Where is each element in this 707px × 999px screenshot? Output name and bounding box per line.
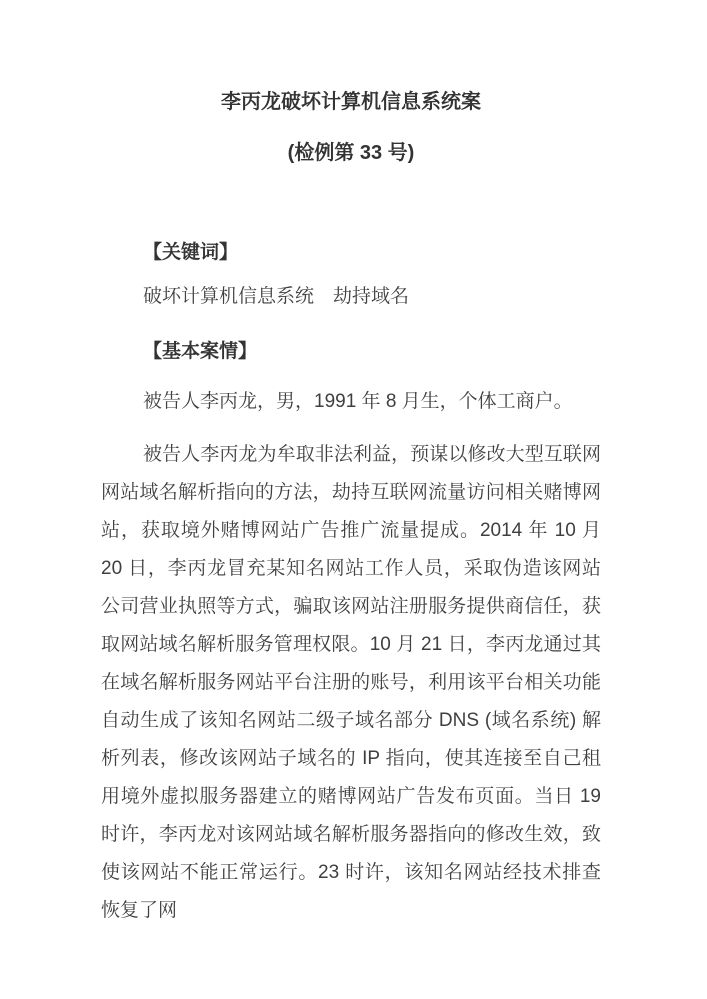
document-title: 李丙龙破坏计算机信息系统案 — [221, 91, 481, 113]
case-facts-paragraph: 被告人李丙龙为牟取非法利益，预谋以修改大型互联网网站域名解析指向的方法，劫持互联网流量访问相关赌博网站，获取境外赌博网站广告推广流量提成。2014 年 10 月 20 日，李丙龙冒充某知名网站工作人员，采取伪造该网站公司营业执照等方式，骗取该网站注册服务提供商信任，获取网站域名解析服务管理权限。10 月 21 日，李丙龙通过其在域名解析服务网站平台注册的账号，利用该平台相关功能自动生成了该知名网站二级子域名部分 DNS (域名系统) 解析列表，修改该网站子域名的 IP 指向，使其连接至自己租用境外虚拟服务器建立的赌博网站广告发布页面。当日 19 时许，李丙龙对该网站域名解析服务器指向的修改生效，致使该网站不能正常运行。23 时许，该知名网站经技术排查恢复了网 — [101, 444, 601, 921]
keywords-section-heading: 【关键词】 — [143, 242, 239, 263]
defendant-info-paragraph: 被告人李丙龙，男，1991 年 8 月生，个体工商户。 — [143, 391, 573, 412]
basic-facts-section-heading: 【基本案情】 — [143, 341, 258, 362]
keywords-text: 破坏计算机信息系统 劫持域名 — [143, 286, 410, 307]
case-number: (检例第 33 号) — [287, 142, 415, 164]
